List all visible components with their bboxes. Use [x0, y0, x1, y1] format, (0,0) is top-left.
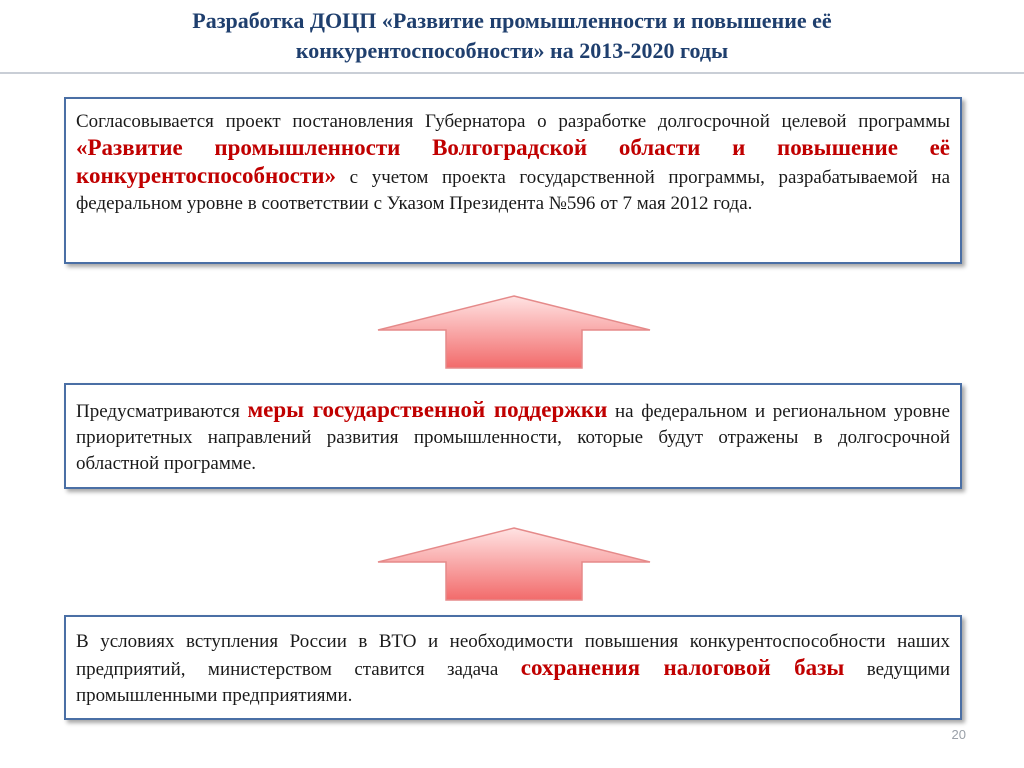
up-arrow-icon [376, 526, 652, 602]
info-box-text: ведущими промышленными предприятиями. [76, 659, 950, 706]
info-box-text: Предусматриваются [76, 401, 248, 422]
slide-number: 20 [951, 727, 966, 742]
slide-title [0, 6, 1024, 66]
title-divider [0, 72, 1024, 74]
info-box-text: на федеральном и региональном уровне приоритетных направлений развития промышленности, которые будут отражены в долгосрочной областной программе. [76, 401, 950, 474]
slide-title-line-2: конкурентоспособности» на 2013-2020 годы [295, 38, 729, 63]
slide-title-line-1: Разработка ДОЦП «Развитие промышленности и повышение её [192, 8, 832, 33]
info-box-text: с учетом проекта государственной программы, разрабатываемой на федеральном уровне в соответствии с Указом Президента №596 от 7 мая 2012 года. [76, 167, 950, 214]
info-box-text: Согласовывается проект постановления Губернатора о разработке долгосрочной целевой программы [76, 111, 950, 132]
info-box-wto-tax-base [64, 615, 962, 720]
info-box-highlight: меры государственной поддержки [247, 397, 608, 422]
info-box-highlight: сохранения налоговой базы [520, 655, 845, 680]
up-arrow-icon [376, 294, 652, 370]
info-box-text: В условиях вступления России в ВТО и необходимости повышения конкурентоспособности наших предприятий, министерством ставится задача [76, 631, 950, 680]
info-box-state-support [64, 383, 962, 489]
info-box-governor-decree [64, 97, 962, 264]
info-box-highlight: «Развитие промышленности Волгоградской области и повышение её конкурентоспособности» [76, 135, 950, 188]
